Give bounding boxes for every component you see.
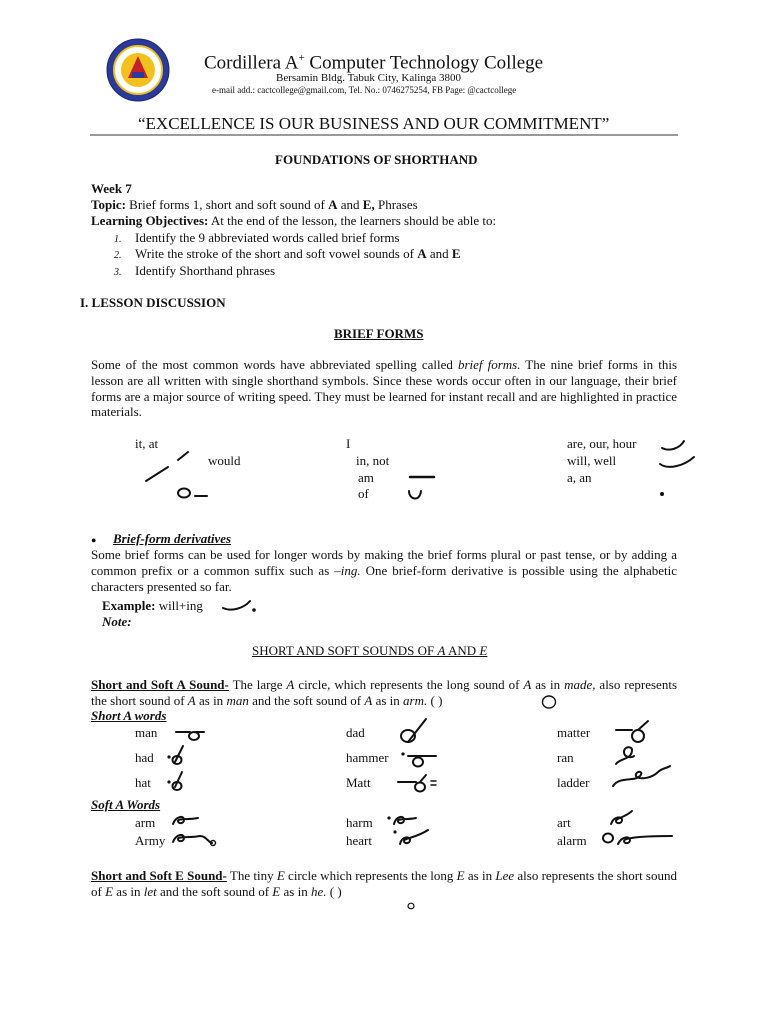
shorthand-outline-ladder [610,762,672,790]
soft-a-heading: Soft A Words [91,797,161,812]
word-I: I [346,436,351,451]
short-a-word: man [135,725,158,740]
short-a-heading: Short A words [91,708,167,723]
shorthand-outline-am [408,474,436,480]
shorthand-outline-would [144,465,170,483]
short-soft-a-paragraph: Short and Soft A Sound- The large A circle, which represents the long sound of A as in made, also represents the short sound of A as in man and the soft sound of A as in arm. ( ) [91,677,677,708]
note-label: Note: [102,614,132,629]
word-it-at: it, at [135,436,159,451]
short-a-word: had [135,750,154,765]
short-soft-e-paragraph: Short and Soft E Sound- The tiny E circle which represents the long E as in Lee also represents the short sound of E as in let and the soft sound of E as in he. ( ) [91,868,677,899]
week-label: Week 7 [91,181,132,196]
short-a-word: dad [346,725,365,740]
college-address: Bersamin Bldg. Tabuk City, Kalinga 3800 [276,72,461,84]
objective-item: Identify the 9 abbreviated words called brief forms [135,230,400,245]
objective-number: 2. [114,250,122,261]
derivatives-title: Brief-form derivatives [113,531,232,546]
college-contact: e-mail add.: cactcollege@gmail.com, Tel. No.: 0746275254, FB Page: @cactcollege [212,85,517,95]
shorthand-outline-dad [396,716,430,746]
shorthand-outline-willing [220,598,260,614]
objective-number: 3. [114,267,122,278]
derivatives-paragraph: Some brief forms can be used for longer words by making the brief forms plural or past tense, or by adding a common prefix or a common suffix such as –ing. One brief-form derivative is possible using the alphabetic characters presented so far. [91,547,677,594]
sounds-title: SHORT AND SOFT SOUNDS OF A AND E [252,643,488,658]
college-name: Cordillera A+ Computer Technology College [204,52,544,74]
word-in-not: in, not [356,453,390,468]
shorthand-outline-it-at [176,450,190,462]
shorthand-outline-matter [614,718,654,746]
shorthand-outline-matt [396,772,440,794]
objectives-line: Learning Objectives: At the end of the lesson, the learners should be able to: [91,213,497,228]
shorthand-outline-a-an [658,490,666,498]
word-of: of [358,486,369,501]
word-are-our-hour: are, our, hour [567,436,637,451]
shorthand-outline-are-our-hour [660,438,686,452]
subject-title: FOUNDATIONS OF SHORTHAND [275,152,478,167]
topic-line: Topic: Brief forms 1, short and soft sound of A and E, Phrases [91,197,418,212]
objective-item: Identify Shorthand phrases [135,263,276,278]
college-motto: “EXCELLENCE IS OUR BUSINESS AND OUR COMMITMENT” [138,114,610,133]
shorthand-outline-will-well [658,454,696,470]
college-seal-logo [106,38,170,102]
soft-a-word: art [557,815,571,830]
objective-item: Write the stroke of the short and soft vowel sounds of A and E [135,246,461,261]
short-a-word: matter [557,725,591,740]
shorthand-outline-alarm [600,826,674,848]
short-a-word: ladder [557,775,590,790]
soft-a-word: arm [135,815,156,830]
word-would: would [208,453,241,468]
objective-number: 1. [114,234,122,245]
shorthand-e-circle-symbol [406,901,416,911]
shorthand-outline-army [170,830,218,848]
section-heading: I. LESSON DISCUSSION [80,295,226,310]
shorthand-outline-of [406,488,424,504]
short-a-word: hammer [346,750,389,765]
shorthand-outline-heart [392,826,432,848]
word-am: am [358,470,374,485]
brief-forms-title: BRIEF FORMS [334,326,424,341]
shorthand-outline-hammer [400,748,438,770]
header-divider [90,134,678,136]
soft-a-word: heart [346,833,372,848]
shorthand-outline-had [166,744,186,766]
shorthand-a-circle-symbol [540,694,558,710]
word-will-well: will, well [567,453,617,468]
shorthand-outline-in-not [176,486,210,500]
shorthand-outline-man [174,728,206,744]
soft-a-word: Army [135,833,166,848]
derivatives-bullet: ● [91,535,97,545]
word-a-an: a, an [567,470,592,485]
short-a-word: ran [557,750,574,765]
brief-forms-paragraph: Some of the most common words have abbreviated spelling called brief forms. The nine brief forms in this lesson are all written with single shorthand symbols. Since these words occur often in our language, their brief forms are a major source of writing speed. They must be learned for instant recall and are highlighted in practice materials. [91,357,678,420]
shorthand-outline-art [608,808,634,828]
soft-a-word: alarm [557,833,587,848]
shorthand-outline-arm [170,812,200,828]
short-a-word: Matt [346,775,371,790]
short-a-word: hat [135,775,151,790]
example-line: Example: will+ing [102,598,203,613]
shorthand-outline-hat [166,770,186,792]
soft-a-word: harm [346,815,373,830]
